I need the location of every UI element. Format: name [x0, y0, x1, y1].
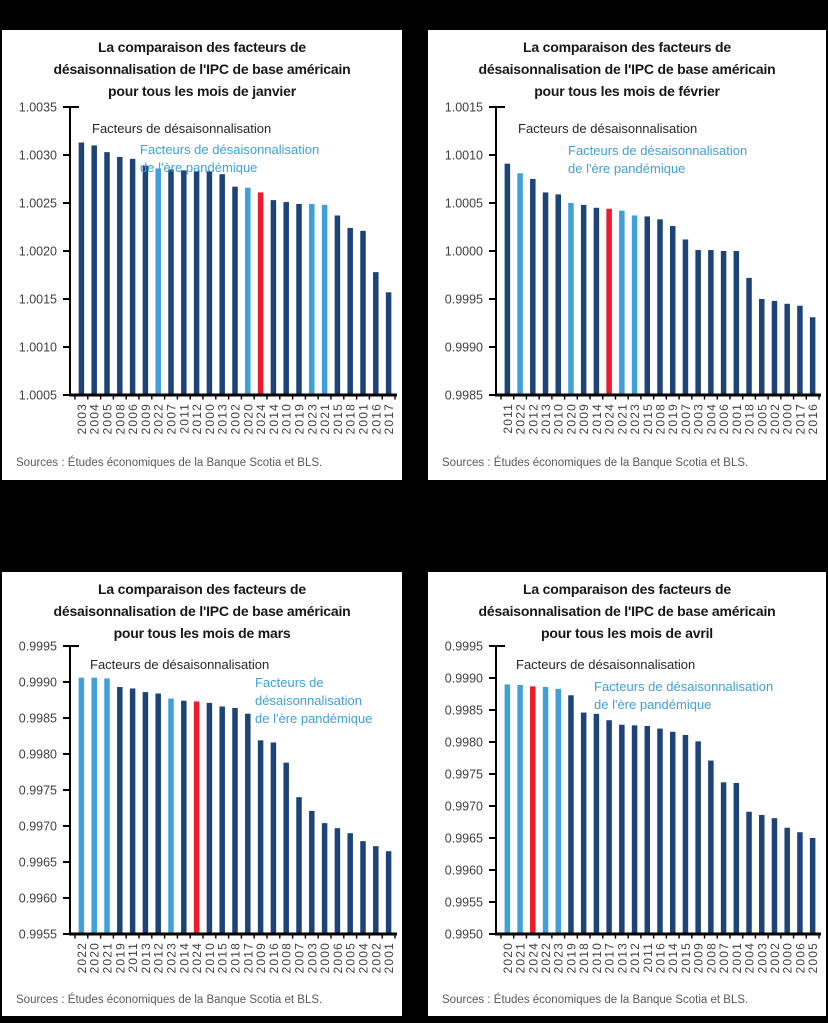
bar-janvier-2018 — [347, 228, 353, 395]
bar-fevrier-2001 — [734, 251, 740, 395]
svg-text:0.9995: 0.9995 — [444, 639, 483, 654]
bar-janvier-2002 — [232, 187, 238, 395]
svg-text:2013: 2013 — [615, 942, 630, 974]
bar-chart-janvier — [2, 30, 402, 480]
legend-pandemic-line: Facteurs de désaisonnalisation — [140, 142, 320, 157]
bar-janvier-2014 — [271, 200, 277, 395]
svg-text:2011: 2011 — [640, 942, 655, 973]
svg-text:2020: 2020 — [87, 942, 102, 974]
bar-janvier-2023 — [309, 204, 315, 395]
svg-text:2007: 2007 — [678, 403, 693, 435]
svg-text:2016: 2016 — [266, 942, 281, 974]
bar-fevrier-2021 — [619, 211, 625, 395]
svg-text:2022: 2022 — [151, 403, 166, 435]
svg-text:2008: 2008 — [653, 403, 668, 435]
bar-fevrier-2006 — [721, 251, 727, 395]
svg-text:2013: 2013 — [138, 942, 153, 974]
bar-janvier-2007 — [168, 169, 174, 395]
svg-text:2013: 2013 — [215, 403, 230, 435]
svg-text:2011: 2011 — [126, 942, 141, 973]
chart-panel-avril — [428, 572, 826, 1016]
svg-text:0.9980: 0.9980 — [18, 747, 57, 762]
svg-text:2022: 2022 — [539, 942, 554, 974]
svg-text:2021: 2021 — [615, 403, 630, 435]
bar-janvier-2010 — [283, 202, 289, 395]
svg-text:2009: 2009 — [254, 942, 269, 974]
bar-avril-2023 — [555, 689, 561, 934]
svg-text:2020: 2020 — [241, 403, 256, 435]
legend-pandemic-era — [140, 141, 319, 177]
legend-pandemic-line: de l'ère pandémique — [594, 697, 712, 712]
bar-janvier-2013 — [219, 174, 225, 395]
svg-text:2000: 2000 — [780, 403, 795, 435]
chart-panel-fevrier — [428, 30, 826, 480]
svg-text:2009: 2009 — [691, 942, 706, 974]
bar-avril-2020 — [505, 684, 511, 934]
svg-text:2005: 2005 — [806, 942, 821, 974]
svg-text:2012: 2012 — [151, 942, 166, 974]
legend-pandemic-line: Facteurs de — [255, 675, 324, 690]
bar-fevrier-2013 — [543, 192, 549, 395]
chart-title-line: pour tous les mois de février — [534, 83, 720, 99]
svg-text:2020: 2020 — [564, 403, 579, 435]
bar-mars-2009 — [258, 740, 264, 934]
bar-mars-2021 — [104, 678, 110, 934]
svg-text:2001: 2001 — [729, 942, 744, 974]
svg-text:2018: 2018 — [228, 942, 243, 974]
bar-janvier-2016 — [373, 272, 379, 395]
bar-chart-mars — [2, 572, 402, 1016]
svg-text:2018: 2018 — [742, 403, 757, 435]
bar-mars-2005 — [347, 833, 353, 934]
chart-panel-mars — [2, 572, 402, 1016]
svg-text:2012: 2012 — [526, 403, 541, 435]
chart-title-line: La comparaison des facteurs de — [523, 39, 731, 55]
svg-text:2008: 2008 — [704, 942, 719, 974]
svg-text:2010: 2010 — [279, 403, 294, 435]
svg-text:2021: 2021 — [513, 942, 528, 974]
bar-mars-2010 — [207, 703, 213, 934]
svg-text:1.0015: 1.0015 — [444, 100, 483, 115]
bar-mars-2000 — [322, 823, 328, 934]
svg-text:0.9990: 0.9990 — [18, 675, 57, 690]
bar-fevrier-2019 — [670, 226, 676, 395]
bar-janvier-2017 — [386, 292, 392, 395]
source-note: Sources : Études économiques de la Banque Scotia et BLS. — [16, 457, 323, 469]
legend-pandemic-line: Facteurs de désaisonnalisation — [594, 679, 774, 694]
svg-text:2024: 2024 — [602, 403, 617, 435]
bar-mars-2007 — [296, 797, 302, 934]
svg-text:0.9965: 0.9965 — [444, 831, 483, 846]
svg-text:0.9995: 0.9995 — [444, 292, 483, 307]
bar-janvier-2006 — [130, 159, 136, 395]
bar-avril-2001 — [734, 783, 740, 934]
bar-fevrier-2014 — [594, 208, 600, 395]
svg-text:0.9985: 0.9985 — [444, 703, 483, 718]
bar-mars-2011 — [130, 688, 136, 934]
chart-title-line: désaisonnalisation de l'IPC de base américain — [478, 61, 776, 77]
svg-text:2006: 2006 — [793, 942, 808, 974]
svg-text:0.9960: 0.9960 — [444, 863, 483, 878]
svg-text:2015: 2015 — [330, 403, 345, 435]
chart-panel-janvier — [2, 30, 402, 480]
svg-text:2024: 2024 — [190, 942, 205, 974]
svg-text:2024: 2024 — [254, 403, 269, 435]
chart-title-line: pour tous les mois de mars — [113, 625, 291, 641]
chart-title-line: La comparaison des facteurs de — [98, 39, 306, 55]
bar-janvier-2004 — [91, 145, 97, 395]
svg-text:1.0005: 1.0005 — [18, 388, 57, 403]
legend-pandemic-line: de l'ère pandémique — [568, 161, 686, 176]
svg-text:2015: 2015 — [215, 942, 230, 974]
svg-text:2016: 2016 — [653, 942, 668, 974]
bar-janvier-2024 — [258, 192, 264, 395]
bar-mars-2006 — [335, 828, 341, 934]
svg-text:2007: 2007 — [164, 403, 179, 435]
bar-avril-2007 — [721, 782, 727, 934]
bar-mars-2016 — [271, 742, 277, 934]
svg-text:2001: 2001 — [729, 403, 744, 435]
bar-fevrier-2010 — [555, 194, 561, 395]
bar-mars-2013 — [143, 692, 149, 934]
svg-text:2021: 2021 — [100, 942, 115, 974]
bar-mars-2024 — [194, 701, 200, 934]
svg-text:2005: 2005 — [755, 403, 770, 435]
svg-text:0.9975: 0.9975 — [444, 767, 483, 782]
bar-avril-2016 — [657, 729, 663, 934]
svg-text:2003: 2003 — [755, 942, 770, 974]
bar-avril-2004 — [746, 812, 752, 934]
bar-mars-2004 — [360, 841, 366, 934]
bar-fevrier-2007 — [683, 239, 689, 395]
svg-text:1.0015: 1.0015 — [18, 292, 57, 307]
svg-text:2005: 2005 — [343, 942, 358, 974]
legend-seasonal-factors: Facteurs de désaisonnalisation — [516, 657, 696, 672]
bar-mars-2014 — [181, 701, 187, 934]
bar-fevrier-2020 — [568, 203, 574, 395]
svg-text:2017: 2017 — [793, 403, 808, 435]
svg-text:0.9955: 0.9955 — [18, 927, 57, 942]
svg-text:2023: 2023 — [628, 403, 643, 435]
svg-text:1.0005: 1.0005 — [444, 196, 483, 211]
bar-avril-2008 — [708, 761, 714, 934]
svg-text:2009: 2009 — [577, 403, 592, 435]
svg-text:1.0035: 1.0035 — [18, 100, 57, 115]
svg-text:2004: 2004 — [704, 403, 719, 435]
svg-text:2002: 2002 — [369, 942, 384, 974]
svg-text:2013: 2013 — [539, 403, 554, 435]
bar-chart-fevrier — [428, 30, 826, 480]
svg-text:2012: 2012 — [628, 942, 643, 974]
bar-avril-2002 — [772, 818, 778, 934]
bar-janvier-2021 — [322, 205, 328, 395]
svg-text:2001: 2001 — [356, 403, 371, 435]
bar-chart-avril — [428, 572, 826, 1016]
chart-title-line: désaisonnalisation de l'IPC de base américain — [53, 603, 351, 619]
chart-title-line: La comparaison des facteurs de — [98, 581, 306, 597]
legend-seasonal-factors: Facteurs de désaisonnalisation — [92, 121, 272, 136]
svg-text:2002: 2002 — [228, 403, 243, 435]
bar-janvier-2015 — [335, 215, 341, 395]
svg-text:0.9980: 0.9980 — [444, 735, 483, 750]
legend-seasonal-factors: Facteurs de désaisonnalisation — [518, 121, 698, 136]
chart-title-line: désaisonnalisation de l'IPC de base américain — [53, 61, 351, 77]
svg-text:2006: 2006 — [330, 942, 345, 974]
svg-text:2022: 2022 — [74, 942, 89, 974]
bar-mars-2023 — [168, 699, 174, 934]
bar-mars-2015 — [219, 706, 225, 934]
bar-fevrier-2024 — [606, 209, 612, 395]
svg-text:2007: 2007 — [292, 942, 307, 974]
svg-text:2014: 2014 — [666, 942, 681, 974]
bar-janvier-2020 — [245, 188, 251, 395]
legend-pandemic-era — [568, 142, 747, 178]
bar-janvier-2022 — [155, 168, 161, 395]
svg-text:2024: 2024 — [526, 942, 541, 974]
bar-mars-2001 — [386, 851, 392, 934]
svg-text:1.0000: 1.0000 — [444, 244, 483, 259]
bar-mars-2002 — [373, 846, 379, 934]
bar-mars-2020 — [91, 678, 97, 934]
svg-text:2021: 2021 — [318, 403, 333, 435]
svg-text:2004: 2004 — [356, 942, 371, 974]
svg-text:2017: 2017 — [241, 942, 256, 974]
chart-title-line: désaisonnalisation de l'IPC de base américain — [478, 603, 776, 619]
svg-text:2016: 2016 — [806, 403, 821, 435]
bar-janvier-2009 — [143, 166, 149, 395]
svg-text:1.0030: 1.0030 — [18, 148, 57, 163]
bar-janvier-2008 — [117, 157, 123, 395]
bar-avril-2003 — [759, 815, 765, 934]
bar-janvier-2011 — [181, 170, 187, 395]
svg-text:2018: 2018 — [577, 942, 592, 974]
svg-text:2008: 2008 — [113, 403, 128, 435]
bar-avril-2006 — [797, 832, 803, 934]
bar-mars-2019 — [117, 687, 123, 934]
bar-avril-2019 — [568, 695, 574, 934]
svg-text:2011: 2011 — [500, 403, 515, 434]
chart-title-line: pour tous les mois de avril — [541, 625, 713, 641]
svg-text:2005: 2005 — [100, 403, 115, 435]
bar-fevrier-2022 — [517, 173, 523, 395]
svg-text:0.9970: 0.9970 — [444, 799, 483, 814]
legend-pandemic-line: désaisonnalisation — [255, 693, 362, 708]
svg-text:2012: 2012 — [190, 403, 205, 435]
svg-text:2011: 2011 — [177, 403, 192, 434]
svg-text:2009: 2009 — [138, 403, 153, 435]
svg-text:2019: 2019 — [666, 403, 681, 435]
bar-mars-2018 — [232, 708, 238, 934]
svg-text:0.9965: 0.9965 — [18, 855, 57, 870]
svg-text:0.9955: 0.9955 — [444, 895, 483, 910]
bar-fevrier-2000 — [784, 304, 790, 395]
svg-text:1.0010: 1.0010 — [18, 340, 57, 355]
bar-mars-2022 — [79, 678, 85, 934]
bar-fevrier-2008 — [657, 219, 663, 395]
svg-text:2019: 2019 — [564, 942, 579, 974]
svg-text:2006: 2006 — [126, 403, 141, 435]
bar-fevrier-2005 — [759, 299, 765, 395]
bar-fevrier-2017 — [797, 306, 803, 395]
svg-text:2014: 2014 — [177, 942, 192, 974]
svg-text:2003: 2003 — [305, 942, 320, 974]
svg-text:2023: 2023 — [164, 942, 179, 974]
bar-janvier-2000 — [207, 171, 213, 395]
svg-text:2000: 2000 — [780, 942, 795, 974]
bar-fevrier-2011 — [505, 164, 511, 395]
svg-text:2023: 2023 — [551, 942, 566, 974]
svg-text:2018: 2018 — [343, 403, 358, 435]
bar-janvier-2001 — [360, 231, 366, 395]
bar-avril-2011 — [645, 726, 651, 934]
svg-text:0.9975: 0.9975 — [18, 783, 57, 798]
svg-text:2008: 2008 — [279, 942, 294, 974]
svg-text:2000: 2000 — [318, 942, 333, 974]
svg-text:0.9985: 0.9985 — [18, 711, 57, 726]
svg-text:0.9990: 0.9990 — [444, 340, 483, 355]
source-note: Sources : Études économiques de la Banque Scotia et BLS. — [442, 994, 749, 1006]
bar-fevrier-2012 — [530, 179, 536, 395]
legend-pandemic-era — [255, 674, 372, 728]
bar-janvier-2005 — [104, 152, 110, 395]
svg-text:2014: 2014 — [266, 403, 281, 435]
svg-text:0.9950: 0.9950 — [444, 927, 483, 942]
svg-text:2010: 2010 — [551, 403, 566, 435]
bar-mars-2017 — [245, 714, 251, 934]
bar-avril-2014 — [670, 732, 676, 934]
bar-mars-2012 — [155, 694, 161, 934]
legend-pandemic-era — [594, 678, 773, 714]
svg-text:2015: 2015 — [678, 942, 693, 974]
source-note: Sources : Études économiques de la Banque Scotia et BLS. — [16, 994, 323, 1006]
svg-text:0.9970: 0.9970 — [18, 819, 57, 834]
svg-text:2007: 2007 — [717, 942, 732, 974]
svg-text:2006: 2006 — [717, 403, 732, 435]
legend-seasonal-factors: Facteurs de désaisonnalisation — [90, 657, 270, 672]
bar-fevrier-2015 — [645, 216, 651, 395]
svg-text:2010: 2010 — [202, 942, 217, 974]
bar-janvier-2003 — [79, 143, 85, 395]
svg-text:2017: 2017 — [602, 942, 617, 974]
bar-avril-2017 — [606, 720, 612, 934]
svg-text:2004: 2004 — [87, 403, 102, 435]
bar-fevrier-2004 — [708, 250, 714, 395]
svg-text:0.9960: 0.9960 — [18, 891, 57, 906]
bar-avril-2010 — [594, 714, 600, 934]
svg-text:2002: 2002 — [767, 403, 782, 435]
svg-text:2017: 2017 — [382, 403, 397, 435]
bar-janvier-2012 — [194, 171, 200, 395]
bar-avril-2000 — [784, 828, 790, 934]
svg-text:2004: 2004 — [742, 942, 757, 974]
bar-fevrier-2016 — [810, 317, 816, 395]
bar-avril-2005 — [810, 838, 816, 934]
svg-text:2019: 2019 — [292, 403, 307, 435]
bar-avril-2012 — [632, 725, 638, 934]
bar-fevrier-2018 — [746, 278, 752, 395]
bar-avril-2013 — [619, 725, 625, 934]
legend-pandemic-line: de l'ère pandémique — [255, 711, 373, 726]
svg-text:2010: 2010 — [589, 942, 604, 974]
svg-text:2003: 2003 — [74, 403, 89, 435]
svg-text:2016: 2016 — [369, 403, 384, 435]
bar-avril-2022 — [543, 687, 549, 934]
svg-text:2001: 2001 — [382, 942, 397, 974]
svg-text:0.9985: 0.9985 — [444, 388, 483, 403]
svg-text:1.0010: 1.0010 — [444, 148, 483, 163]
svg-text:2015: 2015 — [640, 403, 655, 435]
bar-avril-2018 — [581, 713, 587, 934]
svg-text:1.0025: 1.0025 — [18, 196, 57, 211]
svg-text:2022: 2022 — [513, 403, 528, 435]
bar-avril-2015 — [683, 735, 689, 934]
svg-text:0.9990: 0.9990 — [444, 671, 483, 686]
svg-text:2023: 2023 — [305, 403, 320, 435]
bar-avril-2024 — [530, 686, 536, 934]
bar-fevrier-2002 — [772, 301, 778, 395]
svg-text:2020: 2020 — [500, 942, 515, 974]
bar-fevrier-2023 — [632, 215, 638, 395]
chart-title-line: pour tous les mois de janvier — [108, 83, 296, 99]
bar-mars-2003 — [309, 811, 315, 934]
bar-mars-2008 — [283, 763, 289, 934]
bar-janvier-2019 — [296, 204, 302, 395]
svg-text:2003: 2003 — [691, 403, 706, 435]
svg-text:2000: 2000 — [202, 403, 217, 435]
bar-avril-2009 — [695, 741, 701, 934]
svg-text:2002: 2002 — [767, 942, 782, 974]
svg-text:2019: 2019 — [113, 942, 128, 974]
bar-avril-2021 — [517, 685, 523, 934]
legend-pandemic-line: de l'ère pandémique — [140, 160, 258, 175]
legend-pandemic-line: Facteurs de désaisonnalisation — [568, 143, 748, 158]
chart-title-line: La comparaison des facteurs de — [523, 581, 731, 597]
bar-fevrier-2003 — [695, 250, 701, 395]
svg-text:1.0020: 1.0020 — [18, 244, 57, 259]
bar-fevrier-2009 — [581, 205, 587, 395]
svg-text:0.9995: 0.9995 — [18, 639, 57, 654]
source-note: Sources : Études économiques de la Banque Scotia et BLS. — [442, 457, 749, 469]
svg-text:2014: 2014 — [589, 403, 604, 435]
